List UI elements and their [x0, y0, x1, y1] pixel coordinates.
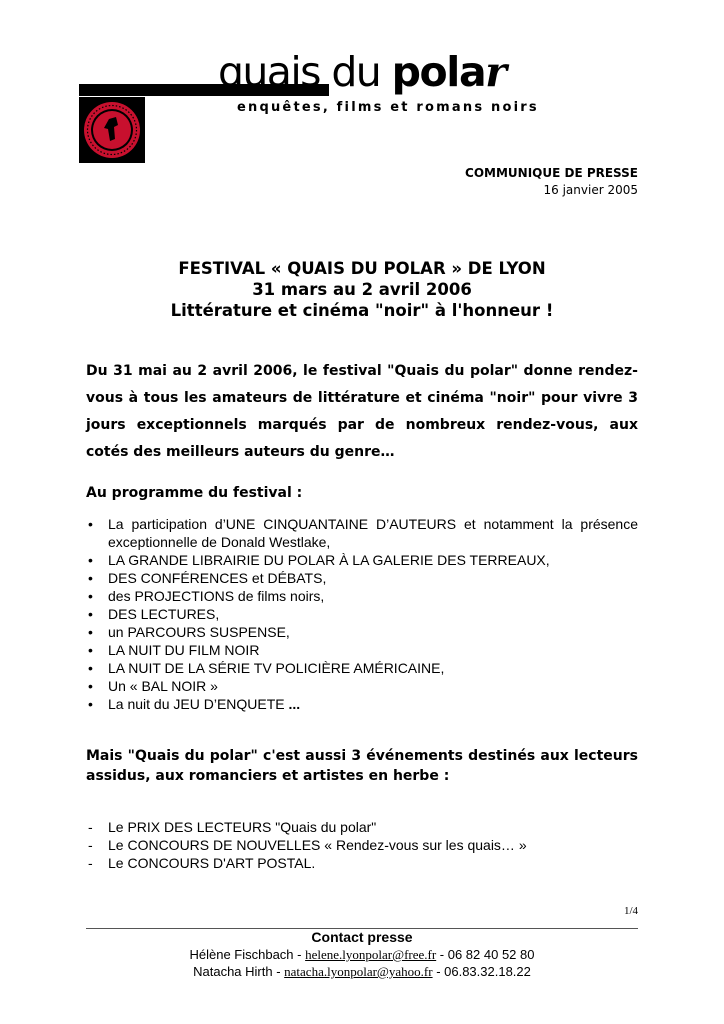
contact-name: Hélène Fischbach -: [189, 947, 306, 962]
list-item: [86, 515, 638, 551]
contact-email-link[interactable]: natacha.lyonpolar@yahoo.fr: [284, 964, 433, 979]
press-release-label: COMMUNIQUE DE PRESSE: [465, 166, 638, 180]
program-list: [86, 515, 638, 713]
contact-heading: Contact presse: [311, 929, 413, 945]
bullet-icon: •: [88, 588, 93, 604]
list-item-ellipsis: ...: [284, 696, 301, 712]
dash-icon: -: [88, 855, 93, 871]
bullet-icon: •: [88, 678, 93, 694]
bullet-icon: •: [88, 642, 93, 658]
bullet-icon: •: [88, 696, 93, 712]
list-item-text: LA GRANDE LIBRAIRIE DU POLAR À LA GALERIE DES TERREAUX,: [108, 552, 550, 568]
contact-email-link[interactable]: helene.lyonpolar@free.fr: [305, 947, 437, 962]
list-item: [86, 569, 638, 587]
contact-phone: - 06 82 40 52 80: [436, 947, 535, 962]
dash-icon: -: [88, 837, 93, 853]
list-item-text: Le CONCOURS DE NOUVELLES « Rendez-vous sur les quais… »: [108, 837, 527, 853]
list-item-text: DES CONFÉRENCES et DÉBATS,: [108, 570, 327, 586]
list-item: [86, 605, 638, 623]
list-item: [86, 818, 638, 836]
contact-phone: - 06.83.32.18.22: [432, 964, 531, 979]
program-heading: Au programme du festival :: [86, 485, 303, 501]
contact-line: [86, 964, 638, 980]
bullet-icon: •: [88, 552, 93, 568]
list-item-text: un PARCOURS SUSPENSE,: [108, 624, 290, 640]
brand-wordmark: [218, 49, 505, 95]
contact-line: [86, 947, 638, 963]
festival-seal-logo: [82, 99, 142, 161]
list-item-text: Le PRIX DES LECTEURS "Quais du polar": [108, 819, 377, 835]
list-item: [86, 677, 638, 695]
list-item-text: des PROJECTIONS de films noirs,: [108, 588, 325, 604]
brand-tagline: enquêtes, films et romans noirs: [237, 100, 539, 115]
bullet-icon: •: [88, 516, 93, 532]
brand-accent-letter: r: [485, 48, 506, 96]
bullet-icon: •: [88, 606, 93, 622]
list-item: [86, 836, 638, 854]
bullet-icon: •: [88, 570, 93, 586]
list-item: [86, 551, 638, 569]
events-intro: Mais "Quais du polar" c'est aussi 3 événements destinés aux lecteurs assidus, aux romanciers et artistes en herbe :: [86, 748, 638, 784]
page-number: 1/4: [623, 905, 638, 917]
headline-line-1: FESTIVAL « QUAIS DU POLAR » DE LYON: [178, 259, 546, 278]
list-item: [86, 695, 638, 713]
list-item: [86, 623, 638, 641]
brand-light-text: quais du: [218, 48, 392, 96]
dash-icon: -: [88, 819, 93, 835]
list-item: [86, 587, 638, 605]
bullet-icon: •: [88, 624, 93, 640]
list-item-text: Le CONCOURS D'ART POSTAL.: [108, 855, 316, 871]
list-item-text: LA NUIT DE LA SÉRIE TV POLICIÈRE AMÉRICAINE,: [108, 660, 445, 676]
intro-paragraph: Du 31 mai au 2 avril 2006, le festival "Quais du polar" donne rendez-vous à tous les amateurs de littérature et cinéma "noir" pour vivre 3 jours exceptionnels marqués par de nombreux rendez-vous, aux cotés des meilleurs auteurs du genre…: [86, 363, 638, 460]
list-item-text: La nuit du JEU D’ENQUETE: [108, 696, 285, 712]
contact-name: Natacha Hirth -: [193, 964, 285, 979]
bullet-icon: •: [88, 660, 93, 676]
list-item-text: Un « BAL NOIR »: [108, 678, 218, 694]
list-item-text: LA NUIT DU FILM NOIR: [108, 642, 260, 658]
list-item: [86, 641, 638, 659]
brand-bold-text: pola: [391, 48, 486, 96]
headline-line-2: 31 mars au 2 avril 2006: [252, 280, 472, 299]
list-item-text: La participation d’UNE CINQUANTAINE D’AUTEURS et notamment la présence exceptionnelle de Donald Westlake,: [108, 516, 638, 550]
press-release-date: 16 janvier 2005: [543, 183, 638, 197]
headline-line-3: Littérature et cinéma "noir" à l'honneur !: [170, 301, 554, 320]
list-item: [86, 659, 638, 677]
list-item: [86, 854, 638, 872]
list-item-text: DES LECTURES,: [108, 606, 220, 622]
events-list: [86, 818, 638, 872]
